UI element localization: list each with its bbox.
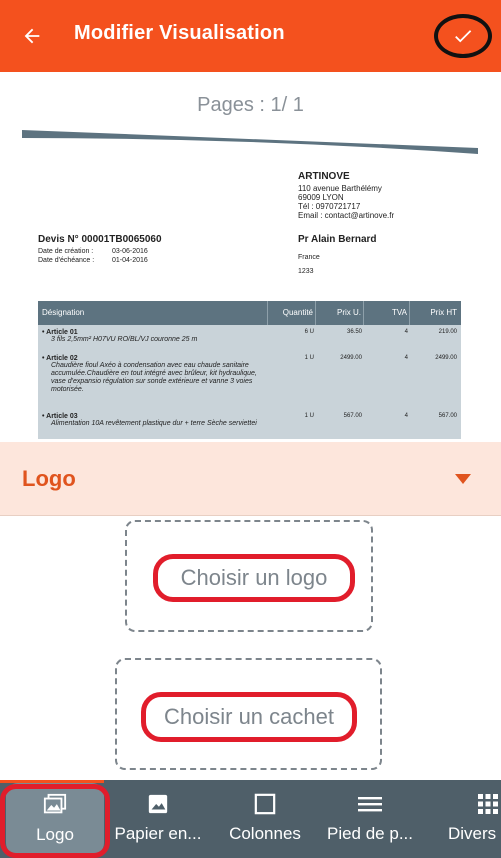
company-name: ARTINOVE bbox=[298, 171, 350, 182]
client-country: France bbox=[298, 254, 320, 261]
items-table bbox=[38, 301, 461, 439]
photo-icon bbox=[146, 792, 170, 816]
nav-item-logo[interactable] bbox=[6, 783, 104, 855]
item-quantity: 1 U bbox=[304, 413, 314, 419]
item-title: Article 01 bbox=[46, 329, 78, 336]
caret-down-icon[interactable] bbox=[455, 474, 471, 484]
app-bar bbox=[0, 0, 501, 72]
arrow-left-icon bbox=[21, 25, 43, 47]
active-tab-indicator bbox=[0, 780, 104, 783]
header-price-ht: Prix HT bbox=[430, 308, 457, 317]
item-quantity: 1 U bbox=[304, 355, 314, 361]
company-tel: Tél : 0970721717 bbox=[298, 202, 361, 211]
nav-label: Papier en... bbox=[114, 824, 202, 843]
bottom-navigation bbox=[0, 780, 501, 858]
table-header bbox=[38, 301, 461, 325]
header-unit-price: Prix U. bbox=[316, 301, 364, 325]
due-value: 01-04-2016 bbox=[112, 257, 148, 264]
item-title: Article 02 bbox=[46, 355, 78, 362]
section-title: Logo bbox=[22, 466, 76, 491]
table-body bbox=[38, 325, 461, 439]
logo-section-body bbox=[0, 516, 501, 780]
grid-icon bbox=[476, 792, 500, 816]
nav-item-paper[interactable] bbox=[112, 792, 204, 852]
item-description: Alimentation 10A revêtement plastique dur + terre Sèche serviettei bbox=[51, 420, 257, 427]
header-designation: Désignation bbox=[38, 301, 268, 325]
table-row: • Article 02 Chaudière fioul Axéo à condensation avec eau chaude sanitaire accumulée.Chaudière en tout intégré avec brûleur, kit hydraulique, vase d'expansio régulation sur sonde extérieure et vanne 3 voies motorisée. 1 U 2499.00 4 2499.00 bbox=[38, 351, 461, 409]
confirm-highlight-ring bbox=[434, 14, 492, 58]
nav-label: Pied de p... bbox=[326, 824, 413, 843]
menu-icon bbox=[358, 792, 382, 816]
logo-drop-zone[interactable] bbox=[125, 520, 373, 632]
choose-logo-button[interactable]: Choisir un logo bbox=[153, 554, 355, 602]
document-header-band bbox=[22, 130, 478, 154]
created-value: 03-06-2016 bbox=[112, 248, 148, 255]
company-block bbox=[298, 172, 394, 220]
company-email: Email : contact@artinove.fr bbox=[298, 211, 395, 220]
item-description: 3 fils 2,5mm² H07VU RO/BL/VJ couronne 25 m bbox=[51, 336, 198, 343]
created-label: Date de création : bbox=[38, 248, 94, 255]
devis-number: Devis N° 00001TB0065060 bbox=[38, 234, 162, 245]
item-price-ht: 2499.00 bbox=[435, 355, 457, 361]
header-tva: TVA bbox=[364, 301, 410, 325]
client-name: Pr Alain Bernard bbox=[298, 234, 377, 245]
item-unit-price: 2499.00 bbox=[340, 355, 362, 361]
item-tva: 4 bbox=[404, 355, 408, 361]
back-button[interactable] bbox=[18, 22, 46, 50]
item-title: Article 03 bbox=[46, 413, 78, 420]
nav-label: Logo bbox=[36, 825, 74, 844]
due-label: Date d'échéance : bbox=[38, 257, 95, 264]
company-address-2: 69009 LYON bbox=[298, 193, 344, 202]
item-tva: 4 bbox=[404, 329, 408, 335]
devis-block bbox=[38, 235, 162, 265]
header-quantity: Quantité bbox=[268, 301, 316, 325]
item-unit-price: 567.00 bbox=[343, 413, 362, 419]
item-description: Chaudière fioul Axéo à condensation avec eau chaude sanitaire accumulée.Chaudière en tout intégré avec brûleur, kit hydraulique, vase d'expansio régulation sur sonde extérieure et vanne 3 voies motorisée. bbox=[51, 362, 257, 393]
table-row: • Article 03 Alimentation 10A revêtement plastique dur + terre Sèche serviettei 1 U 567.00 4 567.00 bbox=[38, 409, 461, 439]
document-preview[interactable] bbox=[0, 72, 501, 442]
logo-section-header[interactable] bbox=[0, 442, 501, 516]
item-tva: 4 bbox=[404, 413, 408, 419]
item-quantity: 6 U bbox=[304, 329, 314, 335]
image-icon bbox=[43, 793, 67, 817]
stamp-drop-zone[interactable] bbox=[115, 658, 382, 770]
pages-counter: Pages : 1/ 1 bbox=[197, 94, 304, 116]
item-price-ht: 567.00 bbox=[438, 413, 457, 419]
devis-created-row bbox=[38, 247, 162, 256]
square-icon bbox=[253, 792, 277, 816]
company-address-1: 110 avenue Barthélémy bbox=[298, 184, 382, 193]
nav-label: Divers bbox=[448, 824, 497, 843]
client-block bbox=[298, 235, 377, 276]
devis-due-row bbox=[38, 256, 162, 265]
nav-item-footer[interactable] bbox=[324, 792, 416, 852]
choose-stamp-button[interactable]: Choisir un cachet bbox=[141, 692, 357, 742]
item-unit-price: 36.50 bbox=[346, 329, 362, 335]
nav-label: Colonnes bbox=[229, 824, 301, 843]
nav-item-columns[interactable] bbox=[224, 792, 306, 852]
confirm-button[interactable] bbox=[434, 14, 492, 58]
client-code: 1233 bbox=[298, 268, 314, 275]
nav-item-misc[interactable] bbox=[448, 792, 501, 852]
item-price-ht: 219.00 bbox=[438, 329, 457, 335]
table-row: • Article 01 3 fils 2,5mm² H07VU RO/BL/VJ couronne 25 m 6 U 36.50 4 219.00 bbox=[38, 325, 461, 351]
page-title: Modifier Visualisation bbox=[74, 22, 285, 44]
